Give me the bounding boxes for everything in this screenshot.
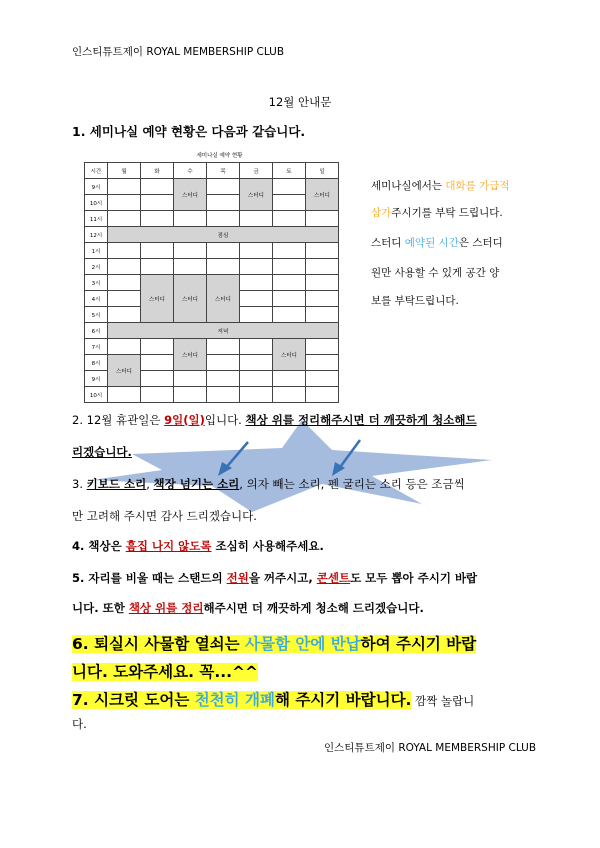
item-3-line-1: 3. 키보드 소리, 책장 넘기는 소리, 의자 빼는 소리, 펜 굴리는 소리 등은 조금씩 — [72, 477, 465, 491]
study-cell: 스터디 — [306, 179, 339, 211]
item-6-line-1: 6. 퇴실시 사물함 열쇠는 사물함 안에 반납하여 주시기 바랍 — [72, 635, 477, 653]
star-burst-polygon — [92, 420, 492, 512]
table-row — [85, 259, 339, 275]
col-header: 금 — [240, 163, 273, 179]
study-cell: 스터디 — [174, 275, 207, 323]
side-note-line-1: 세미나실에서는 대화를 가급적 — [371, 180, 510, 192]
schedule-table — [84, 162, 339, 403]
study-cell: 스터디 — [207, 275, 240, 323]
col-header: 시간 — [85, 163, 108, 179]
col-header: 일 — [306, 163, 339, 179]
table-row — [85, 323, 339, 339]
side-note-line-5: 보를 부탁드립니다. — [371, 295, 459, 307]
item-1: 1. 세미나실 예약 현황은 다음과 같습니다. — [72, 124, 306, 139]
item-7-line-2: 다. — [72, 717, 87, 731]
schedule-caption: 세미나실 예약 현황 — [196, 153, 243, 159]
table-row — [85, 227, 339, 243]
study-cell: 스터디 — [240, 179, 273, 211]
side-note-line-4: 원만 사용할 수 있게 공간 양 — [371, 267, 500, 279]
time-cell: 11시 — [85, 211, 108, 227]
table-row — [85, 179, 339, 195]
side-note-line-2: 삼가주시기를 부탁 드립니다. — [371, 207, 503, 219]
time-cell: 6시 — [85, 323, 108, 339]
time-cell: 12시 — [85, 227, 108, 243]
col-header: 월 — [108, 163, 141, 179]
table-row — [85, 211, 339, 227]
item-4: 4. 책상은 흠집 나지 않도록 조심히 사용해주세요. — [72, 539, 324, 553]
header-org: 인스티튜트제이 ROYAL MEMBERSHIP CLUB — [72, 46, 285, 58]
study-cell: 스터디 — [174, 339, 207, 371]
footer-org: 인스티튜트제이 ROYAL MEMBERSHIP CLUB — [324, 742, 537, 754]
side-note-line-3: 스터디 예약된 시간은 스터디 — [371, 237, 503, 249]
study-cell: 스터디 — [108, 355, 141, 387]
item-5-line-2: 니다. 또한 책상 위를 정리해주시면 더 깨끗하게 청소해 드리겠습니다. — [72, 601, 424, 615]
item-5-line-1: 5. 자리를 비울 때는 스탠드의 전원을 꺼주시고, 콘센트도 모두 뽑아 주시기 바랍 — [72, 571, 478, 585]
time-cell: 5시 — [85, 307, 108, 323]
time-cell: 1시 — [85, 243, 108, 259]
dinner-cell: 저녁 — [108, 323, 339, 339]
table-row — [85, 339, 339, 355]
table-row — [85, 195, 339, 211]
item-3-line-2: 만 고려해 주시면 감사 드리겠습니다. — [72, 509, 257, 523]
schedule-header-row — [85, 163, 339, 179]
time-cell: 3시 — [85, 275, 108, 291]
col-header: 수 — [174, 163, 207, 179]
col-header: 토 — [273, 163, 306, 179]
time-cell: 10시 — [85, 195, 108, 211]
time-cell: 9시 — [85, 371, 108, 387]
study-cell: 스터디 — [141, 275, 174, 323]
page-title: 12월 안내문 — [268, 95, 332, 109]
col-header: 화 — [141, 163, 174, 179]
study-cell: 스터디 — [174, 179, 207, 211]
study-cell: 스터디 — [273, 339, 306, 371]
lunch-cell: 점심 — [108, 227, 339, 243]
time-cell: 8시 — [85, 355, 108, 371]
time-cell: 9시 — [85, 179, 108, 195]
table-row — [85, 387, 339, 403]
item-2-line-2: 리겠습니다. — [72, 445, 132, 459]
table-row — [85, 243, 339, 259]
table-row — [85, 275, 339, 291]
time-cell: 2시 — [85, 259, 108, 275]
item-2-line-1: 2. 12월 휴관일은 9일(일)입니다. 책상 위를 정리해주시면 더 깨끗하게 청소해드 — [72, 413, 477, 427]
time-cell: 7시 — [85, 339, 108, 355]
col-header: 목 — [207, 163, 240, 179]
time-cell: 10시 — [85, 387, 108, 403]
item-7-line-1: 7. 시크릿 도어는 천천히 개폐해 주시기 바랍니다. 깜짝 놀랍니 — [72, 691, 475, 709]
time-cell: 4시 — [85, 291, 108, 307]
item-6-line-2: 니다. 도와주세요. 꼭...^^ — [72, 663, 258, 681]
